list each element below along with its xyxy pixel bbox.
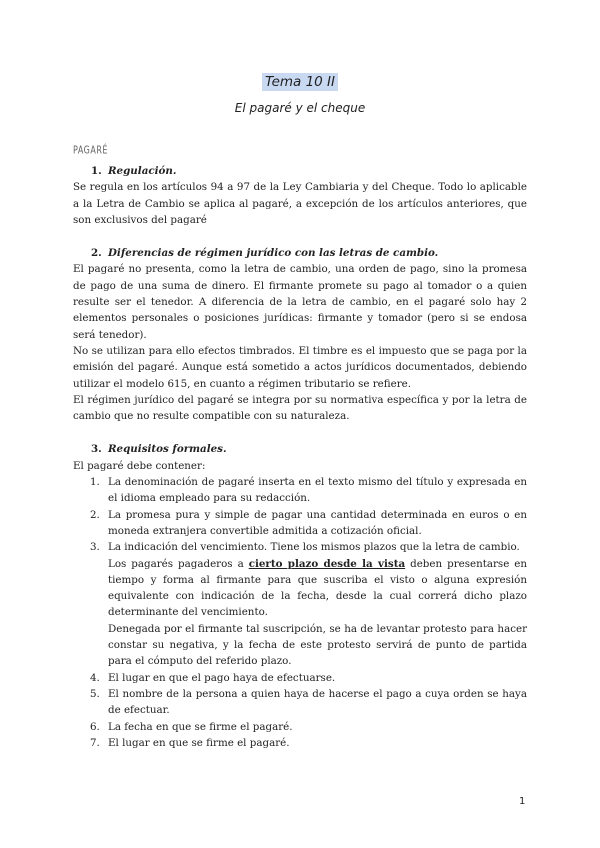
paragraph: No se utilizan para ello efectos timbrados. El timbre es el impuesto que se paga por la emisión del pagaré. Aunque está sometido a actos jurídicos documentados, debiendo utilizar el modelo 615, en cuanto a régimen tributario se refiere. xyxy=(73,344,527,390)
list-item xyxy=(73,474,527,507)
item-paragraph: Denegada por el firmante tal suscripción, se ha de levantar protesto para hacer constar su negativa, y la fecha de este protesto servirá de punto de partida para el cómputo del referido plazo. xyxy=(108,622,527,668)
item-text: La promesa pura y simple de pagar una cantidad determinada en euros o en moneda extranjera convertible admitida a cotización oficial. xyxy=(108,508,527,537)
heading-text: Diferencias de régimen jurídico con las letras de cambio. xyxy=(108,247,439,260)
heading-number: 2. xyxy=(91,247,102,260)
list-item xyxy=(73,686,527,719)
item-number: 5. xyxy=(90,687,100,700)
list-item xyxy=(73,507,527,540)
item-number: 2. xyxy=(90,508,100,521)
item-number: 7. xyxy=(90,736,100,749)
paragraph: Se regula en los artículos 94 a 97 de la Ley Cambiaria y del Cheque. Todo lo aplicable a la Letra de Cambio se aplica al pagaré, a excepción de los artículos anteriores, que son exclusivos del pagaré xyxy=(73,181,527,226)
title-text: Tema 10 II xyxy=(262,73,338,91)
item-number: 3. xyxy=(90,541,100,554)
list-item xyxy=(73,670,527,686)
heading-text: Requisitos formales. xyxy=(108,443,227,456)
section-heading xyxy=(73,245,527,261)
paragraph: El régimen jurídico del pagaré se integra por su normativa específica y por la letra de cambio que no resulte compatible con su naturaleza. xyxy=(73,393,527,423)
paragraph: El pagaré no presenta, como la letra de cambio, una orden de pago, sino la promesa de pago de una suma de dinero. El firmante promete su pago al tomador o a quien resulte ser el tenedor. A diferencia de la letra de cambio, en el pagaré solo hay 2 elementos personales o posiciones jurídicas: firmante y tomador (pero si se endosa será tenedor). xyxy=(73,263,527,341)
item-text: La fecha en que se firme el pagaré. xyxy=(108,720,293,733)
emphasis-text: cierto plazo desde la vista xyxy=(248,557,406,570)
item-text: El lugar en que el pago haya de efectuarse. xyxy=(108,671,336,684)
item-text: La indicación del vencimiento. Tiene los mismos plazos que la letra de cambio. xyxy=(108,541,520,554)
item-text: La denominación de pagaré inserta en el texto mismo del título y expresada en el idioma empleado para su redacción. xyxy=(108,476,527,505)
item-paragraph xyxy=(108,556,527,621)
document-body xyxy=(73,163,527,751)
document-title xyxy=(73,74,527,90)
section-heading xyxy=(73,163,527,179)
list-item xyxy=(73,735,527,751)
document-subtitle: El pagaré y el cheque xyxy=(234,101,366,115)
item-text: El nombre de la persona a quien haya de hacerse el pago a cuya orden se haya de efectuar. xyxy=(108,687,527,717)
item-number: 6. xyxy=(90,720,100,733)
heading-number: 1. xyxy=(91,165,102,177)
paragraph: El pagaré debe contener: xyxy=(73,459,206,472)
item-number: 1. xyxy=(90,476,100,489)
list-item xyxy=(73,719,527,735)
item-text: El lugar en que se firme el pagaré. xyxy=(108,736,290,749)
requirements-list xyxy=(73,474,527,751)
heading-number: 3. xyxy=(91,443,102,456)
item-number: 4. xyxy=(90,671,100,684)
heading-text: Regulación. xyxy=(108,165,177,177)
text-run: Los pagarés pagaderos a xyxy=(108,557,249,570)
page-number: 1 xyxy=(519,796,526,807)
list-item xyxy=(73,539,527,669)
text-run: deben presentarse en tiempo y forma al firmante para que suscriba el visto o alguna expresión equivalente con indicación de la fecha, desde la cual correrá dicho plazo determinante del vencimiento. xyxy=(108,557,527,619)
section-tag: PAGARÉ xyxy=(73,144,108,157)
section-heading xyxy=(73,441,527,457)
